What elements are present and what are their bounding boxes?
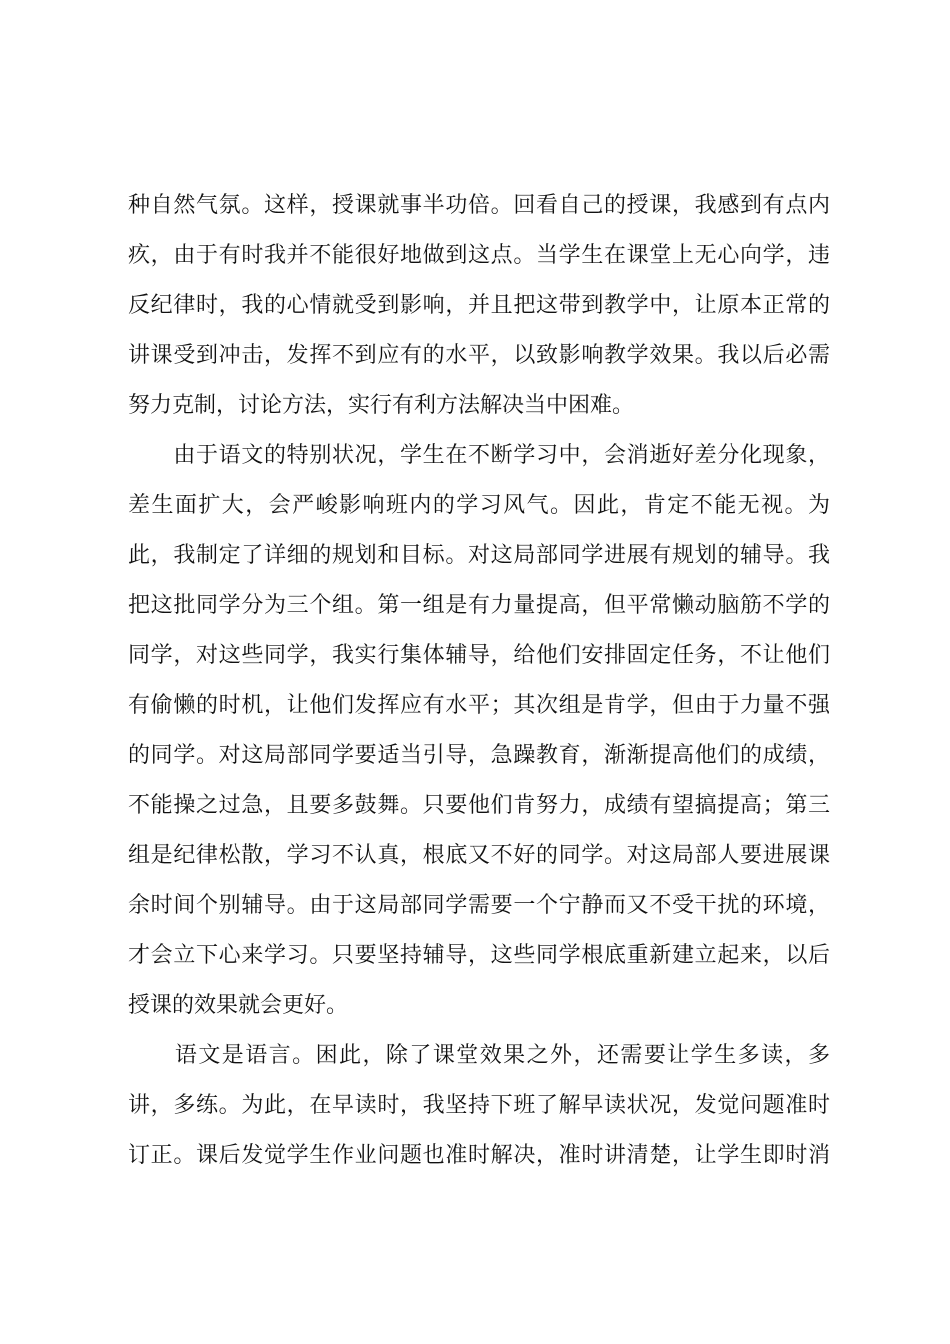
- text-line: 组是纪律松散，学习不认真，根底又不好的同学。对这局部人要进展课: [128, 843, 830, 868]
- text-line: 反纪律时，我的心情就受到影响，并且把这带到教学中，让原本正常的: [128, 293, 830, 318]
- text-line: 疚，由于有时我并不能很好地做到这点。当学生在课堂上无心向学，违: [128, 243, 830, 268]
- text-line: 语文是语言。困此，除了课堂效果之外，还需要让学生多读，多: [128, 1043, 830, 1068]
- text-line: 订正。课后发觉学生作业问题也准时解决，准时讲清楚，让学生即时消: [128, 1143, 830, 1168]
- text-line: 讲课受到冲击，发挥不到应有的水平，以致影响教学效果。我以后必需: [128, 343, 830, 368]
- text-line: 种自然气氛。这样，授课就事半功倍。回看自己的授课，我感到有点内: [128, 193, 830, 218]
- text-line: 努力克制，讨论方法，实行有利方法解决当中困难。: [128, 393, 635, 418]
- text-line: 此，我制定了详细的规划和目标。对这局部同学进展有规划的辅导。我: [128, 543, 830, 568]
- text-line: 才会立下心来学习。只要坚持辅导，这些同学根底重新建立起来，以后: [128, 943, 830, 968]
- text-line: 不能操之过急，且要多鼓舞。只要他们肯努力，成绩有望搞提高；第三: [128, 793, 830, 818]
- text-line: 把这批同学分为三个组。第一组是有力量提高，但平常懒动脑筋不学的: [128, 593, 830, 618]
- text-line: 讲，多练。为此，在早读时，我坚持下班了解早读状况，发觉问题准时: [128, 1093, 830, 1118]
- text-line: 由于语文的特别状况，学生在不断学习中，会消逝好差分化现象，: [128, 443, 830, 468]
- text-line: 有偷懒的时机，让他们发挥应有水平；其次组是肯学，但由于力量不强: [128, 693, 830, 718]
- text-line: 余时间个别辅导。由于这局部同学需要一个宁静而又不受干扰的环境，: [128, 893, 830, 918]
- text-line: 授课的效果就会更好。: [128, 993, 349, 1018]
- text-line: 同学，对这些同学，我实行集体辅导，给他们安排固定任务，不让他们: [128, 643, 830, 668]
- text-line: 的同学。对这局部同学要适当引导，急躁教育，渐渐提高他们的成绩，: [128, 743, 830, 768]
- text-line: 差生面扩大，会严峻影响班内的学习风气。因此，肯定不能无视。为: [128, 493, 830, 518]
